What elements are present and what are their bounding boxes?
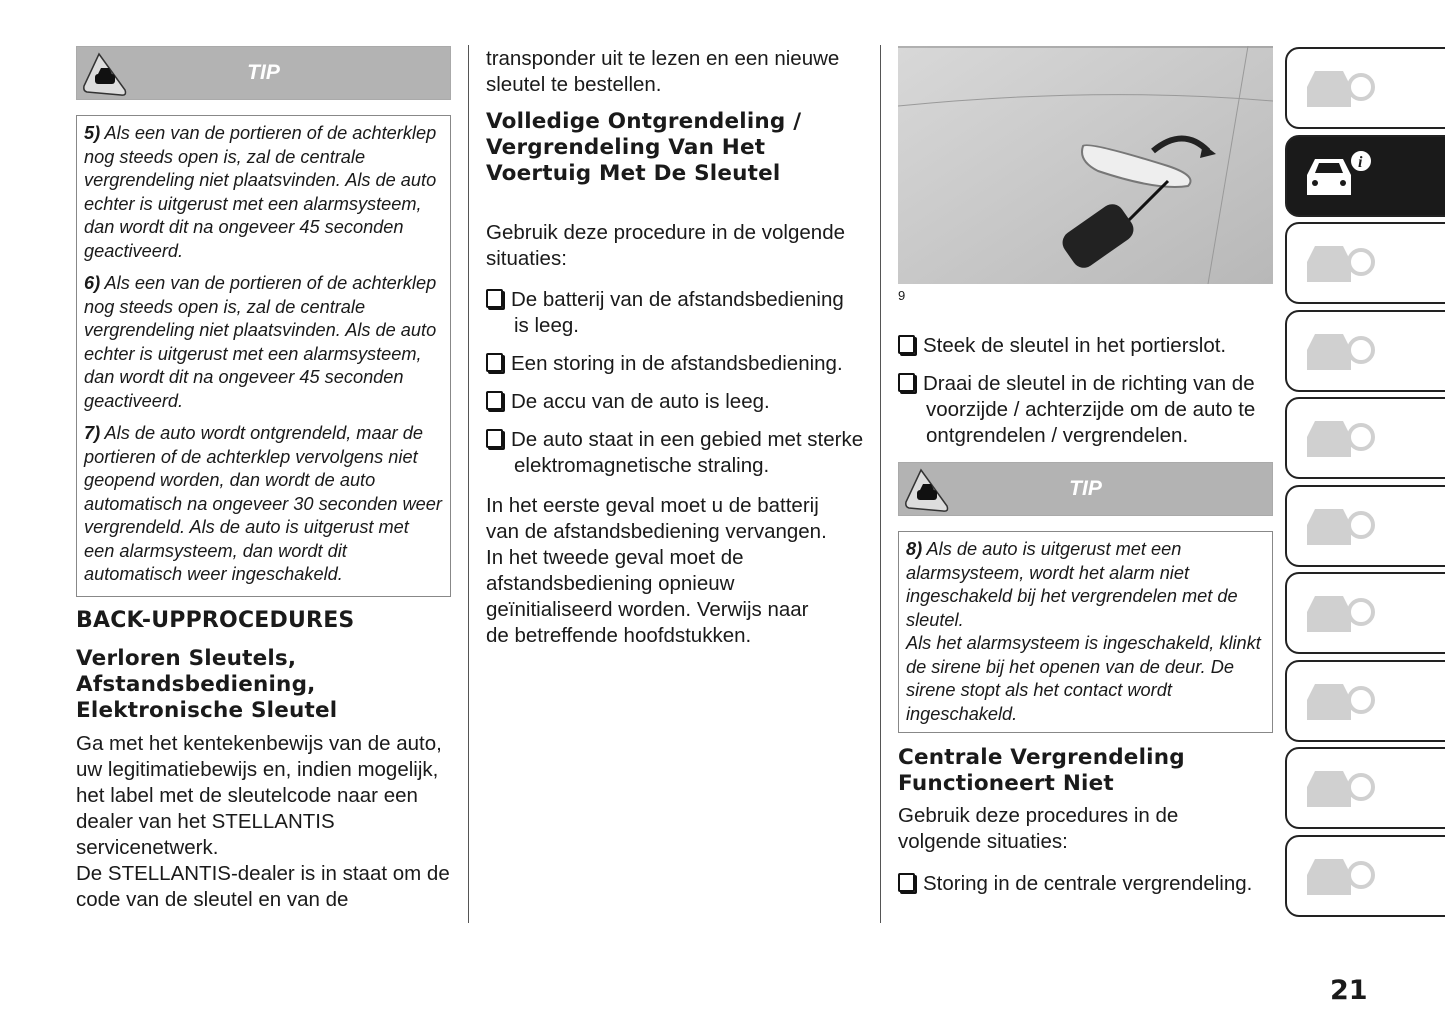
checkbox-bullet-icon	[898, 373, 915, 392]
sidebar-tab[interactable]	[1285, 135, 1445, 217]
page-number: 21	[1330, 975, 1368, 1006]
sidebar-tab[interactable]	[1285, 397, 1445, 479]
list-item: De batterij van de afstandsbediening is leeg.	[486, 287, 864, 339]
maintenance-icon	[1299, 670, 1379, 734]
subsection-heading: Centrale Vergrendeling Functioneert Niet	[898, 745, 1185, 796]
list-item: De auto staat in een gebied met sterke elektromagnetische straling.	[486, 427, 864, 479]
svg-text:i: i	[1358, 153, 1363, 171]
sidebar-tab[interactable]	[1285, 485, 1445, 567]
checkbox-bullet-icon	[486, 289, 503, 308]
checkbox-bullet-icon	[486, 391, 503, 410]
sidebar-tab[interactable]	[1285, 835, 1445, 917]
tip-notes	[898, 531, 1273, 733]
technical-data-icon	[1299, 757, 1379, 821]
list-item: De accu van de auto is leeg.	[486, 389, 864, 415]
list-item: Draai de sleutel in de richting van de voorzijde / achterzijde om de auto te ontgrendelen / vergrendelen.	[898, 371, 1276, 449]
sidebar-tab[interactable]	[1285, 47, 1445, 129]
door-handle-key-illustration	[898, 46, 1273, 284]
tip-notes	[76, 115, 451, 597]
section-heading: BACK-UPPROCEDURES	[76, 608, 355, 633]
column-divider	[468, 45, 469, 923]
index-icon	[1299, 845, 1379, 909]
bullet-list	[898, 871, 1276, 909]
subsection-heading: Volledige Ontgrendeling / Vergrendeling Van Het Voertuig Met De Sleutel	[486, 109, 802, 186]
tip-header	[898, 462, 1273, 516]
body-text: Gebruik deze procedures in de volgende situaties:	[898, 804, 1179, 853]
tip-header	[76, 46, 451, 100]
multimedia-icon	[1299, 320, 1379, 384]
tip-note: 6) Als een van de portieren of de achterklep nog steeds open is, zal de centrale vergrendeling niet plaatsvinden. Als de auto echter is uitgerust met een alarmsysteem, dan wordt dit na ongeveer 45 seconden geactiveerd.	[84, 273, 437, 411]
tip-note: 8) Als de auto is uitgerust met een alarmsysteem, wordt het alarm niet ingeschakeld bij het vergrendelen met de sleutel.	[906, 539, 1238, 630]
tip-note: 5) Als een van de portieren of de achterklep nog steeds open is, zal de centrale vergrendeling niet plaatsvinden. Als de auto echter is uitgerust met een alarmsysteem, dan wordt dit na ongeveer 45 seconden geactiveerd.	[84, 123, 437, 261]
figure-number: 9	[898, 288, 906, 303]
list-item: Een storing in de afstandsbediening.	[486, 351, 864, 377]
checkbox-bullet-icon	[898, 873, 915, 892]
list-item: Storing in de centrale vergrendeling.	[898, 871, 1276, 897]
emergency-icon	[1299, 582, 1379, 646]
body-text: Ga met het kentekenbewijs van de auto, uw legitimatiebewijs en, indien mogelijk, het label met de sleutelcode naar een dealer van het STELLANTIS servicenetwerk. De STELLANTIS-dealer is in staat om de code van de sleutel en van de	[76, 732, 450, 911]
warning-lights-icon	[1299, 232, 1379, 296]
checkbox-bullet-icon	[486, 429, 503, 448]
bullet-list	[898, 333, 1276, 461]
tip-label: TIP	[247, 61, 280, 84]
sidebar-tab[interactable]	[1285, 310, 1445, 392]
sidebar-tab[interactable]	[1285, 660, 1445, 742]
body-text: Gebruik deze procedure in de volgende situaties:	[486, 221, 845, 270]
body-text: transponder uit te lezen en een nieuwe sleutel te bestellen.	[486, 47, 840, 96]
column-divider	[880, 45, 881, 923]
tip-label: TIP	[1069, 477, 1102, 500]
sidebar-tab[interactable]	[1285, 747, 1445, 829]
body-text: In het eerste geval moet u de batterij van de afstandsbediening vervangen. In het tweede geval moet de afstandsbediening opnieuw geïnitialiseerd worden. Verwijs naar de betreffende hoofdstukken.	[486, 494, 827, 647]
driving-icon	[1299, 407, 1379, 471]
sidebar-tab[interactable]	[1285, 222, 1445, 304]
checkbox-bullet-icon	[486, 353, 503, 372]
bullet-list	[486, 287, 864, 491]
tip-note: Als het alarmsysteem is ingeschakeld, klinkt de sirene bij het openen van de deur. De sirene stopt als het contact wordt ingeschakeld.	[906, 633, 1261, 724]
subsection-heading: Verloren Sleutels, Afstandsbediening, Elektronische Sleutel	[76, 646, 338, 723]
checkbox-bullet-icon	[898, 335, 915, 354]
tip-note: 7) Als de auto wordt ontgrendeld, maar de portieren of de achterklep vervolgens niet geopend worden, dan wordt de auto automatisch na ongeveer 30 seconden weer vergrendeld. Als de auto is uitgerust met een alarmsysteem, dan wordt dit automatisch weer ingeschakeld.	[84, 423, 442, 584]
list-item: Steek de sleutel in het portierslot.	[898, 333, 1276, 359]
sidebar-tab[interactable]	[1285, 572, 1445, 654]
car-info-icon	[1299, 145, 1379, 209]
driver-assist-icon	[1299, 495, 1379, 559]
car-search-icon	[1299, 57, 1379, 121]
